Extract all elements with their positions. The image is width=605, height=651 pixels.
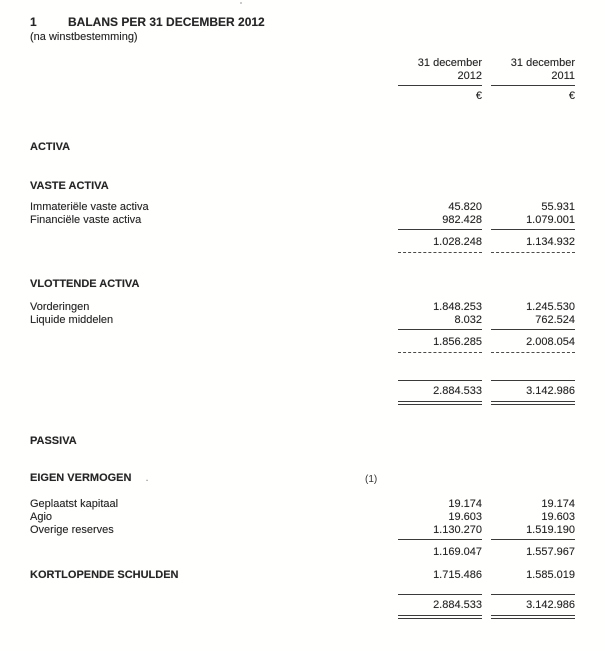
row-label: Liquide middelen [30, 314, 114, 326]
column-header-2011-line2: 2011 [491, 70, 575, 86]
total-amount-2011: 3.142.986 [491, 594, 575, 619]
eigen-vermogen-label: EIGEN VERMOGEN [30, 472, 132, 484]
column-header-2012-line2: 2012 [398, 70, 482, 86]
table-row [30, 301, 575, 314]
total-amount-2012: 2.884.533 [398, 380, 482, 405]
table-row [30, 201, 575, 214]
total-amount-2012: 2.884.533 [398, 594, 482, 619]
table-row [30, 524, 575, 540]
subtotal-row [30, 236, 575, 253]
subtotal-amount-2012: 1.028.248 [398, 236, 482, 253]
column-header-2012-line1: 31 december [417, 57, 482, 69]
column-header-2011-line1: 31 december [510, 57, 575, 69]
subtotal-amount-2011: 1.134.932 [491, 236, 575, 253]
table-row [30, 511, 575, 524]
row-label: KORTLOPENDE SCHULDEN [30, 569, 179, 581]
table-row [30, 498, 575, 511]
amount-2011: 55.931 [541, 201, 575, 213]
row-label: Financiële vaste activa [30, 214, 142, 226]
amount-2012: 1.848.253 [433, 301, 482, 313]
column-headers [30, 57, 575, 103]
row-label: Overige reserves [30, 524, 114, 536]
section-heading-passiva: PASSIVA [30, 435, 77, 447]
row-label: Vorderingen [30, 301, 90, 313]
page-subtitle: (na winstbestemming) [30, 31, 138, 43]
page-title: BALANS PER 31 DECEMBER 2012 [68, 15, 265, 29]
euro-symbol-2012: € [475, 90, 482, 102]
table-row [30, 314, 575, 330]
subtotal-amount-2012: 1.856.285 [398, 336, 482, 353]
amount-2012: 8.032 [398, 314, 482, 330]
amount-2012: 1.715.486 [433, 569, 482, 581]
amount-2012: 982.428 [398, 214, 482, 230]
document-title-row [30, 15, 575, 30]
scan-dot: . [145, 472, 149, 484]
amount-2011: 1.519.190 [491, 524, 575, 540]
amount-2012: 1.130.270 [398, 524, 482, 540]
total-row-activa [30, 380, 575, 405]
subtotal-row [30, 546, 575, 559]
row-label: Immateriële vaste activa [30, 201, 149, 213]
note-reference: (1) [365, 474, 378, 485]
amount-2012: 45.820 [448, 201, 482, 213]
row-label: Geplaatst kapitaal [30, 498, 119, 510]
subtotal-amount-2012: 1.169.047 [433, 546, 482, 558]
table-row-kortlopende-schulden [30, 569, 575, 582]
subsection-heading-vlottende-activa: VLOTTENDE ACTIVA [30, 278, 140, 290]
amount-2011: 762.524 [491, 314, 575, 330]
subtotal-amount-2011: 2.008.054 [491, 336, 575, 353]
subtotal-row [30, 336, 575, 353]
total-amount-2011: 3.142.986 [491, 380, 575, 405]
amount-2012: 19.603 [448, 511, 482, 523]
amount-2011: 19.174 [541, 498, 575, 510]
subsection-heading-eigen-vermogen [30, 472, 575, 485]
amount-2011: 1.245.530 [526, 301, 575, 313]
section-number: 1 [30, 15, 37, 29]
row-label: Agio [30, 511, 53, 523]
subsection-heading-vaste-activa: VASTE ACTIVA [30, 180, 109, 192]
euro-symbol-2011: € [568, 90, 575, 102]
amount-2011: 1.585.019 [526, 569, 575, 581]
subtotal-amount-2011: 1.557.967 [526, 546, 575, 558]
amount-2012: 19.174 [448, 498, 482, 510]
scan-speck [240, 2, 242, 4]
amount-2011: 1.079.001 [491, 214, 575, 230]
section-heading-activa: ACTIVA [30, 141, 71, 153]
total-row-passiva [30, 594, 575, 619]
table-row [30, 214, 575, 230]
amount-2011: 19.603 [541, 511, 575, 523]
